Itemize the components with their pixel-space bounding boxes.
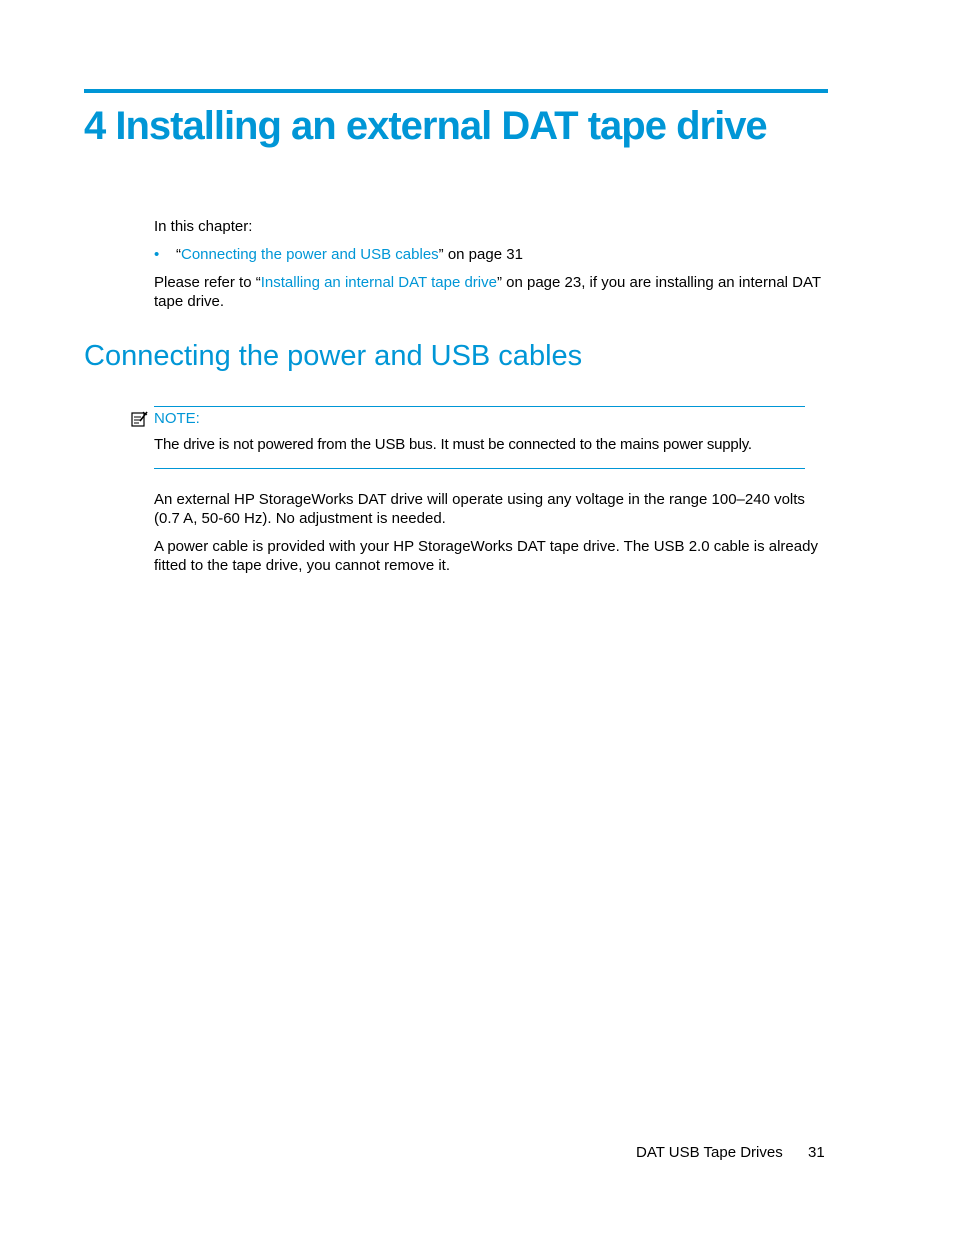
voltage-paragraph: An external HP StorageWorks DAT drive will operate using any voltage in the range 100–240 volts (0.7 A, 50-60 Hz). No adjustment is needed. bbox=[154, 491, 805, 527]
note-top-rule bbox=[154, 406, 805, 407]
chapter-top-rule bbox=[84, 89, 828, 93]
refer-paragraph bbox=[154, 273, 830, 311]
bullet-open-quote: “ bbox=[176, 246, 181, 263]
chapter-title: 4 Installing an external DAT tape drive bbox=[84, 104, 767, 148]
footer-page-number: 31 bbox=[808, 1144, 825, 1161]
note-label: NOTE: bbox=[154, 410, 200, 427]
intro-lead: In this chapter: bbox=[154, 218, 253, 235]
bullet-icon: • bbox=[154, 246, 160, 263]
section-title: Connecting the power and USB cables bbox=[84, 340, 583, 372]
note-pencil-icon bbox=[131, 410, 149, 428]
chapter-intro bbox=[154, 217, 830, 236]
refer-suffix: ” on page 23, if you are installing an internal DAT tape drive. bbox=[154, 274, 821, 310]
refer-prefix: Please refer to “ bbox=[154, 274, 261, 291]
note-text: The drive is not powered from the USB bus. It must be connected to the mains power supply. bbox=[154, 436, 752, 453]
power-cable-paragraph: A power cable is provided with your HP StorageWorks DAT tape drive. The USB 2.0 cable is already fitted to the tape drive, you cannot remove it. bbox=[154, 538, 818, 574]
footer-doc-title: DAT USB Tape Drives bbox=[636, 1144, 783, 1161]
link-installing-internal-drive[interactable]: Installing an internal DAT tape drive bbox=[260, 274, 497, 291]
link-connecting-power-usb[interactable]: Connecting the power and USB cables bbox=[181, 246, 439, 263]
chapter-contents-item bbox=[154, 245, 814, 264]
bullet-page-ref: ” on page 31 bbox=[438, 246, 523, 263]
note-bottom-rule bbox=[154, 468, 805, 469]
